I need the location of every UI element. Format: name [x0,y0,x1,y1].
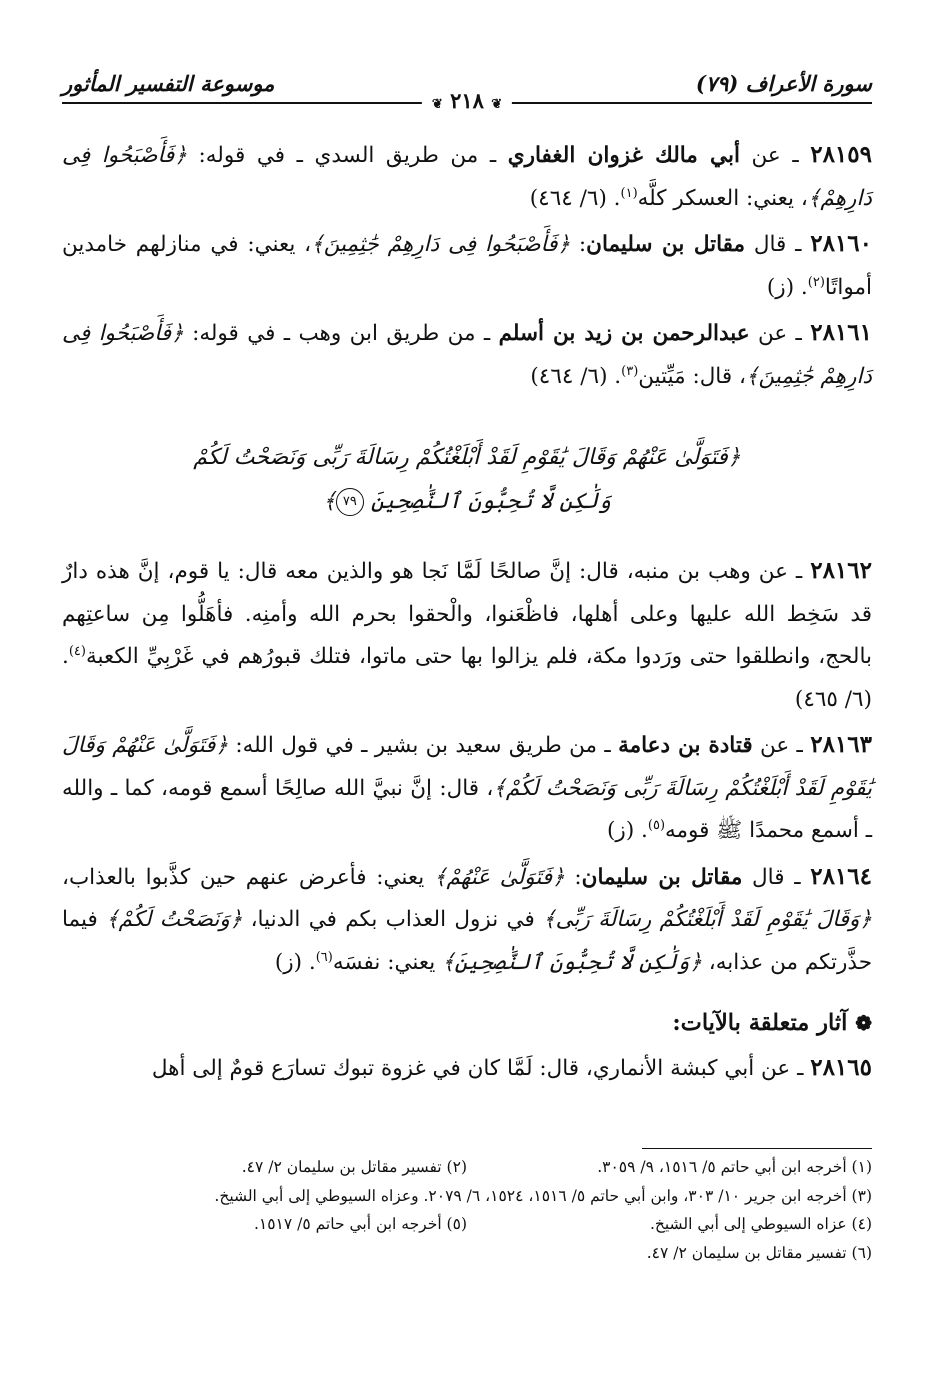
footnotes [62,1148,872,1267]
entry-reference: . (٦/ ٤٦٤) [530,363,622,389]
entry-reference: . (٦/ ٤٦٥) [62,644,872,712]
quran-quote: ﴿وَنَصَحْتُ لَكُمْ﴾ [106,907,243,932]
entry-text: ـ عن أبي كبشة الأنماري، قال: لَمَّا كان في غزوة تبوك تسارَع قومٌ إلى أهل [151,1055,811,1081]
entry-28159 [62,134,872,220]
ornament-right-icon: ❦ [491,97,503,112]
entry-28163 [62,724,872,853]
footnote-row [62,1210,872,1239]
entry-number: ٢٨١٦٤ [810,862,872,890]
entry-text: ـ عن وهب بن منبه، قال: إنَّ صالحًا لَمَّا نَجا هو والذين معه قال: يا قوم، إنَّ هذه دارٌ قد سَخِط الله عليها وعلى أهلها، فاظْعَنوا، والْحقوا بحرم الله وأمنِه. فأهَلُّوا مِن ساعتِهم بالحج، وانطلقوا حتى ورَدوا مكة، فلم يزالوا بها حتى ماتوا، فتلك قبورُهم في غَرْبِيِّ الكعبة [62,559,872,669]
footnote-6: (٦) تفسير مقاتل بن سليمان ٢/ ٤٧. [646,1243,872,1262]
quran-quote: ﴿فَأَصْبَحُوا فِى دَارِهِمْ جَٰثِمِينَ﴾ [311,232,571,257]
ornament-left-icon: ❦ [431,97,443,112]
entry-text: : [570,232,587,257]
entry-text: ـ من طريق سعيد بن بشير ـ في قول الله: [228,733,619,758]
footnote-1: (١) أخرجه ابن أبي حاتم ٥/ ١٥١٦، ٩/ ٣٠٥٩. [597,1158,872,1176]
page-number-block [422,88,512,113]
footnote-divider [642,1148,872,1149]
entry-text: في نزول العذاب بكم في الدنيا، [242,907,544,932]
footnote-ref: (١) [620,185,638,201]
ayah-number-marker: ٧٩ [336,488,364,516]
entry-reference: . (٦/ ٤٦٤) [529,185,621,211]
quran-quote: ﴿فَأَصْبَحُوا فِى دَارِهِمْ جَٰثِمِينَ﴾ [62,321,872,389]
entry-text: ، يعني: في منازلهم خامدين أمواتًا [62,232,872,300]
footnote-4: (٤) عزاه السيوطي إلى أبي الشيخ. [649,1215,872,1233]
footnote-2: (٢) تفسير مقاتل بن سليمان ٢/ ٤٧. [241,1158,467,1176]
entry-number: ٢٨١٦٠ [810,230,872,257]
surah-title: سورة الأعراف (٧٩) [695,71,872,96]
entry-text: ـ قال [745,232,811,257]
entry-number: ٢٨١٦٣ [810,731,872,758]
footnote-ref: (٦) [315,949,333,965]
narrator-name: عبدالرحمن بن زيد بن أسلم [498,321,750,346]
quran-quote: ﴿وَلَٰكِن لَّا تُحِبُّونَ ٱلنَّٰصِحِينَ﴾ [442,949,702,975]
entry-reference: . (ز) [766,274,808,300]
narrator-name: مقاتل بن سليمان [581,864,743,890]
narrator-name: مقاتل بن سليمان [586,232,746,257]
entry-reference: . (ز) [607,818,648,843]
page-number: ٢١٨ [450,88,484,113]
entry-28165 [62,1047,872,1091]
entry-number: ٢٨١٥٩ [810,141,872,168]
entry-text: ـ عن [749,321,811,346]
entry-text: ـ من طريق السدي ـ في قوله: [186,143,508,168]
entry-28160 [62,223,872,309]
verse-line-1: ﴿فَتَوَلَّىٰ عَنْهُمْ وَقَالَ يَٰقَوْمِ لَقَدْ أَبْلَغْتُكُمْ رِسَالَةَ رَبِّى وَنَصَحْتُ لَكُمْ [193,445,741,470]
entry-text: ـ عن [739,143,811,168]
verse-line-2-text: وَلَٰكِن لَّا تُحِبُّونَ ٱلنَّٰصِحِينَ [370,489,611,514]
section-heading [62,1002,872,1045]
quran-quote: ﴿فَأَصْبَحُوا فِى دَارِهِمْ﴾ [62,143,872,211]
book-title: موسوعة التفسير المأثور [62,71,275,96]
entry-28162 [62,550,872,721]
verse-line-2 [62,480,872,524]
narrator-name: أبي مالك غزوان الغفاري [507,143,740,168]
entry-text: ـ عن [752,733,811,758]
entry-text: ، قال: إنَّ نبيَّ الله صالِحًا أسمع قومه، كما ـ والله ـ أسمع محمدًا ﷺ قومه [62,775,872,843]
entry-text: يعني: فأعرض عنهم حين كذَّبوا بالعذاب، [62,864,434,890]
entry-text: ـ من طريق ابن وهب ـ في قوله: [183,321,499,346]
quran-verse-block [62,436,872,524]
entry-28161 [62,312,872,398]
footnote-3: (٣) أخرجه ابن جرير ١٠/ ٣٠٣، وابن أبي حاتم ٥/ ١٥١٦، ١٥٢٤، ٦/ ٢٠٧٩. وعزاه السيوطي إلى أبي الشيخ. [214,1186,872,1205]
entry-text: ـ قال [742,864,811,890]
entry-text: ، قال: مَيِّتين [638,363,746,389]
main-text [62,134,872,1090]
footnote-row [62,1153,872,1182]
quran-quote: ﴿وَقَالَ يَٰقَوْمِ لَقَدْ أَبْلَغْتُكُمْ رِسَالَةَ رَبِّى﴾ [543,907,873,932]
verse-close-bracket: ﴾ [322,489,336,514]
footnote-ref: (٢) [807,274,825,290]
entry-text: فيما حذَّرتكم من عذابه، [62,907,872,975]
entry-text: : [564,864,582,890]
entry-28164 [62,856,872,985]
running-header [62,56,872,113]
footnote-ref: (٥) [647,817,666,833]
footnote-5: (٥) أخرجه ابن أبي حاتم ٥/ ١٥١٧. [253,1215,467,1233]
section-heading-text: آثار متعلقة بالآيات: [672,1010,848,1036]
footnote-ref: (٤) [68,643,86,659]
quran-quote: ﴿فَتَوَلَّىٰ عَنْهُمْ﴾ [433,864,565,890]
entry-text: ، يعني: العسكر كلَّه [637,185,808,211]
quran-quote: ﴿فَتَوَلَّىٰ عَنْهُمْ وَقَالَ يَٰقَوْمِ لَقَدْ أَبْلَغْتُكُمْ رِسَالَةَ رَبِّى وَنَصَحْتُ لَكُمْ﴾ [62,733,872,801]
entry-text: يعني: نفسَه [332,949,443,975]
entry-reference: . (ز) [274,949,316,975]
footnote-ref: (٣) [621,363,639,379]
entry-number: ٢٨١٦٢ [810,557,872,584]
flower-ornament-icon: ❁ [855,1011,872,1035]
entry-number: ٢٨١٦٥ [810,1053,872,1081]
entry-number: ٢٨١٦١ [810,319,872,346]
narrator-name: قتادة بن دعامة [618,733,753,758]
page [62,56,872,1093]
